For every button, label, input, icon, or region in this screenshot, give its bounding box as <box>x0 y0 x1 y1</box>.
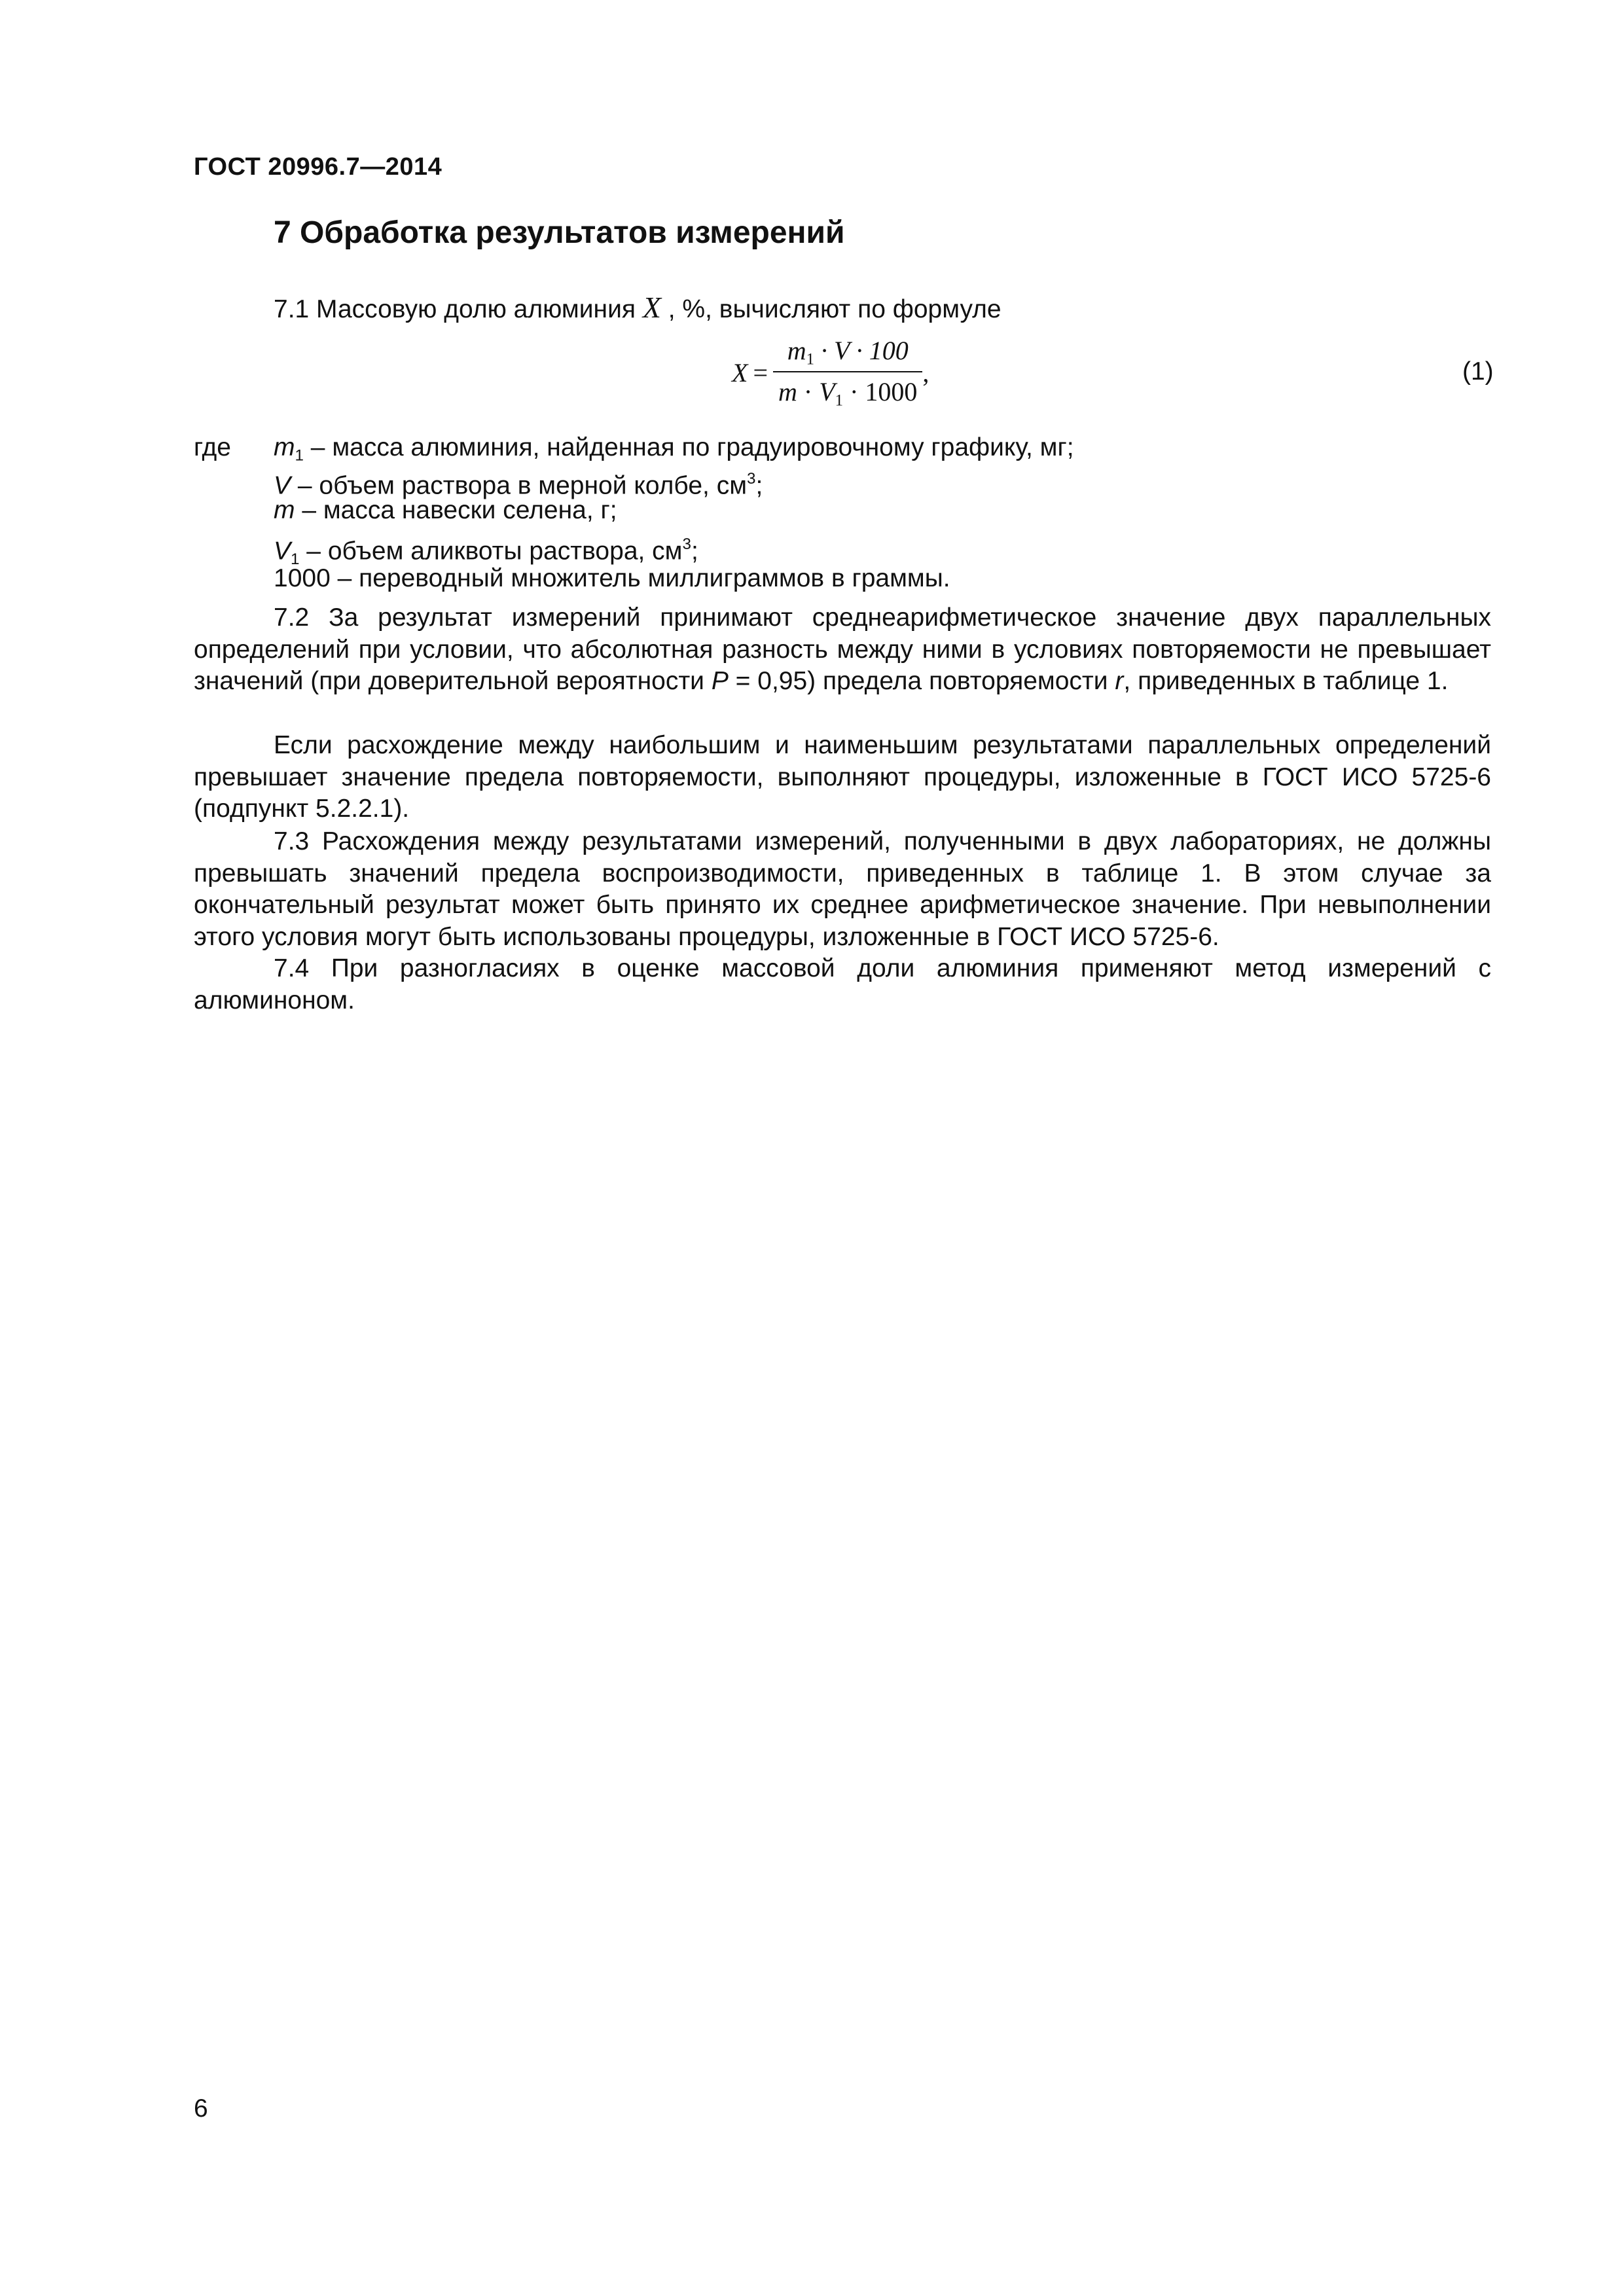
where-item-m: m – масса навески селена, г; <box>274 496 617 524</box>
formula-denominator: $m \cdot V_1 \cdot 1000$ <box>778 377 918 410</box>
formula-numerator: $m_1 \cdot V \cdot 100$ <box>787 336 909 368</box>
paragraph-7-3: 7.3 Расхождения между результатами измерений, полученными в двух лабораториях, не должны превышать значений предела воспроизводимости, приведенных в таблице 1. В этом случае за окончательный результат может быть принято их среднее арифметическое значение. При невыполнении этого условия могут быть использованы процедуры, изложенные в ГОСТ ИСО 5725-6. <box>194 827 1491 951</box>
formula-lhs: X <box>732 357 748 387</box>
where-word: где <box>194 433 231 461</box>
where-item-v1: $V_1$ – объем аликвоты раствора, $см^3$; <box>274 535 698 568</box>
formula-equals: = <box>753 357 768 387</box>
where-item-m1: $m_1$ – масса алюминия, найденная по градуировочному графику, мг; <box>274 433 1074 465</box>
variable-x: X <box>642 291 661 324</box>
document-code: ГОСТ 20996.7—2014 <box>194 153 442 181</box>
paragraph-7-4: 7.4 При разногласиях в оценке массовой доли алюминия применяют метод измерений с алюминоном. <box>194 954 1491 1014</box>
formula-1 <box>732 335 929 410</box>
formula-fraction <box>773 335 922 410</box>
p71-text-after: , %, вычисляют по формуле <box>660 295 1001 323</box>
p71-text-before: 7.1 Массовую долю алюминия <box>274 295 643 323</box>
page-number: 6 <box>194 2094 208 2123</box>
formula-trailing-comma: , <box>922 357 929 387</box>
paragraph-7-1 <box>274 292 1001 325</box>
equation-number: (1) <box>1462 357 1494 386</box>
where-item-v: V – объем раствора в мерной колбе, $см^3$; <box>274 470 763 500</box>
section-title: 7 Обработка результатов измерений <box>274 215 845 250</box>
paragraph-discrepancy: Если расхождение между наибольшим и наименьшим результатами параллельных определений превышает значение предела повторяемости, выполняют процедуры, изложенные в ГОСТ ИСО 5725-6 (подпункт 5.2.2.1). <box>194 731 1491 823</box>
where-item-1000: 1000 – переводный множитель миллиграммов в граммы. <box>274 564 950 592</box>
paragraph-7-2: 7.2 За результат измерений принимают среднеарифметическое значение двух параллельных определений при условии, что абсолютная разность между ними в условиях повторяемости не превышает значений (при доверительной вероятности P = 0,95) предела повторяемости r, приведенных в таблице 1. <box>194 603 1491 695</box>
